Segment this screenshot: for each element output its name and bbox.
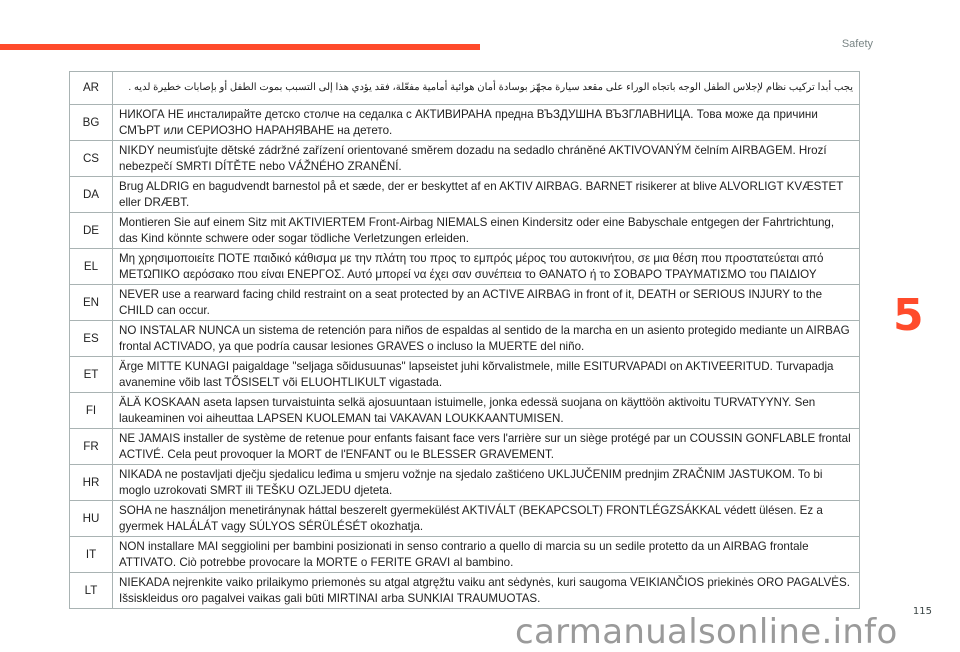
header-accent-bar bbox=[0, 44, 480, 50]
warning-text: ÄLÄ KOSKAAN aseta lapsen turvaistuinta selkä ajosuuntaan istuimelle, jonka edessä suojana on käyttöön aktivoitu TURVATYYNY. Sen laukeaminen voi aiheuttaa LAPSEN KUOLEMAN tai VAKAVAN LOUKKAANTUMISEN. bbox=[113, 393, 860, 429]
table-row bbox=[70, 429, 860, 465]
warning-text: NEVER use a rearward facing child restraint on a seat protected by an ACTIVE AIRBAG in front of it, DEATH or SERIOUS INJURY to the CHILD can occur. bbox=[113, 285, 860, 321]
table-row bbox=[70, 465, 860, 501]
table-row bbox=[70, 573, 860, 609]
language-code: FI bbox=[70, 393, 113, 429]
table-row bbox=[70, 501, 860, 537]
warning-text: SOHA ne használjon menetiránynak háttal beszerelt gyermekülést AKTIVÁLT (BEKAPCSOLT) FRONTLÉGZSÁKKAL védett ülésen. Ez a gyermek HALÁLÁT vagy SÚLYOS SÉRÜLÉSÉT okozhatja. bbox=[113, 501, 860, 537]
warning-text: Montieren Sie auf einem Sitz mit AKTIVIERTEM Front-Airbag NIEMALS einen Kindersitz oder eine Babyschale entgegen der Fahrtrichtung, das Kind könnte schwere oder sogar tödliche Verletzungen erleiden. bbox=[113, 213, 860, 249]
language-code: HU bbox=[70, 501, 113, 537]
table-row bbox=[70, 321, 860, 357]
warning-text: NO INSTALAR NUNCA un sistema de retención para niños de espaldas al sentido de la marcha en un asiento protegido mediante un AIRBAG frontal ACTIVADO, ya que podría causar lesiones GRAVES o incluso la MUERTE del niño. bbox=[113, 321, 860, 357]
language-code: LT bbox=[70, 573, 113, 609]
language-code: FR bbox=[70, 429, 113, 465]
table-row bbox=[70, 141, 860, 177]
warning-text: Ärge MITTE KUNAGI paigaldage "seljaga sõidusuunas" lapseistet juhi kõrvalistmele, mille ESITURVAPADI on AKTIVEERITUD. Turvapadja avanemine võib last TÕSISELT või ELUOHTLIKULT vigastada. bbox=[113, 357, 860, 393]
warning-text: NON installare MAI seggiolini per bambini posizionati in senso contrario a quello di marcia su un sedile protetto da un AIRBAG frontale ATTIVATO. Ciò potrebbe provocare la MORTE o FERITE GRAVI al bambino. bbox=[113, 537, 860, 573]
warning-text: يجب أبدا تركيب نظام لإجلاس الطفل الوجه باتجاه الوراء على مقعد سيارة مجهّز بوسادة أمان هوائية أمامية مفعّلة، فقد يؤدي هذا إلى التسبب بموت الطفل أو بإصابات خطيرة لديه . bbox=[113, 72, 860, 105]
page-number: 115 bbox=[912, 606, 932, 617]
table-row bbox=[70, 249, 860, 285]
watermark: carmanualsonline.info bbox=[515, 612, 898, 652]
table-row bbox=[70, 285, 860, 321]
table-row bbox=[70, 213, 860, 249]
table-row bbox=[70, 537, 860, 573]
language-code: DE bbox=[70, 213, 113, 249]
language-code: ET bbox=[70, 357, 113, 393]
language-code: IT bbox=[70, 537, 113, 573]
language-code: BG bbox=[70, 105, 113, 141]
warning-text: NIKADA ne postavljati dječju sjedalicu leđima u smjeru vožnje na sjedalo zaštićeno UKLJUČENIM prednjim ZRAČNIM JASTUKOM. To bi moglo uzrokovati SMRT ili TEŠKU OZLJEDU djeteta. bbox=[113, 465, 860, 501]
language-code: ES bbox=[70, 321, 113, 357]
language-code: CS bbox=[70, 141, 113, 177]
warning-text: НИКОГА НЕ инсталирайте детско столче на седалка с АКТИВИРАНА предна ВЪЗДУШНА ВЪЗГЛАВНИЦА. Това може да причини СМЪРТ или СЕРИОЗНО НАРАНЯВАНЕ на детето. bbox=[113, 105, 860, 141]
language-code: EL bbox=[70, 249, 113, 285]
language-code: HR bbox=[70, 465, 113, 501]
warning-text: Brug ALDRIG en bagudvendt barnestol på et sæde, der er beskyttet af en AKTIV AIRBAG. BARNET risikerer at blive ALVORLIGT KVÆSTET eller DRÆBT. bbox=[113, 177, 860, 213]
table-row bbox=[70, 105, 860, 141]
table-row bbox=[70, 357, 860, 393]
airbag-warning-table bbox=[69, 71, 860, 609]
warning-text: Μη χρησιμοποιείτε ΠΟΤΕ παιδικό κάθισμα με την πλάτη του προς το εμπρός μέρος του αυτοκινήτου, σε μια θέση που προστατεύεται από ΜΕΤΩΠΙΚΟ αερόσακο που είναι ΕΝΕΡΓΟΣ. Αυτό μπορεί να έχει σαν συνέπεια το ΘΑΝΑΤΟ ή το ΣΟΒΑΡΟ ΤΡΑΥΜΑΤΙΣΜΟ του ΠΑΙΔΙΟΥ bbox=[113, 249, 860, 285]
warning-text: NIEKADA nejrenkite vaiko prilaikymo priemonės su atgal atgręžtu vaiku ant sėdynės, kuri saugoma VEIKIANČIOS priekinės ORO PAGALVĖS. Išsiskleidus oro pagalvei vaikas gali būti MIRTINAI arba SUNKIAI TRAUMUOTAS. bbox=[113, 573, 860, 609]
section-title: Safety bbox=[841, 38, 873, 50]
warning-text: NE JAMAIS installer de système de retenue pour enfants faisant face vers l'arrière sur un siège protégé par un COUSSIN GONFLABLE frontal ACTIVÉ. Cela peut provoquer la MORT de l'ENFANT ou le BLESSER GRAVEMENT. bbox=[113, 429, 860, 465]
table-row bbox=[70, 393, 860, 429]
warning-text: NIKDY neumisťujte dětské zádržné zařízení orientované směrem dozadu na sedadlo chráněné AKTIVOVANÝM čelním AIRBAGEM. Hrozí nebezpečí SMRTI DÍTĚTE nebo VÁŽNÉHO ZRANĚNÍ. bbox=[113, 141, 860, 177]
table-row bbox=[70, 177, 860, 213]
language-code: DA bbox=[70, 177, 113, 213]
language-code: EN bbox=[70, 285, 113, 321]
table-row bbox=[70, 72, 860, 105]
language-code: AR bbox=[70, 72, 113, 105]
chapter-marker: 5 bbox=[893, 290, 924, 341]
